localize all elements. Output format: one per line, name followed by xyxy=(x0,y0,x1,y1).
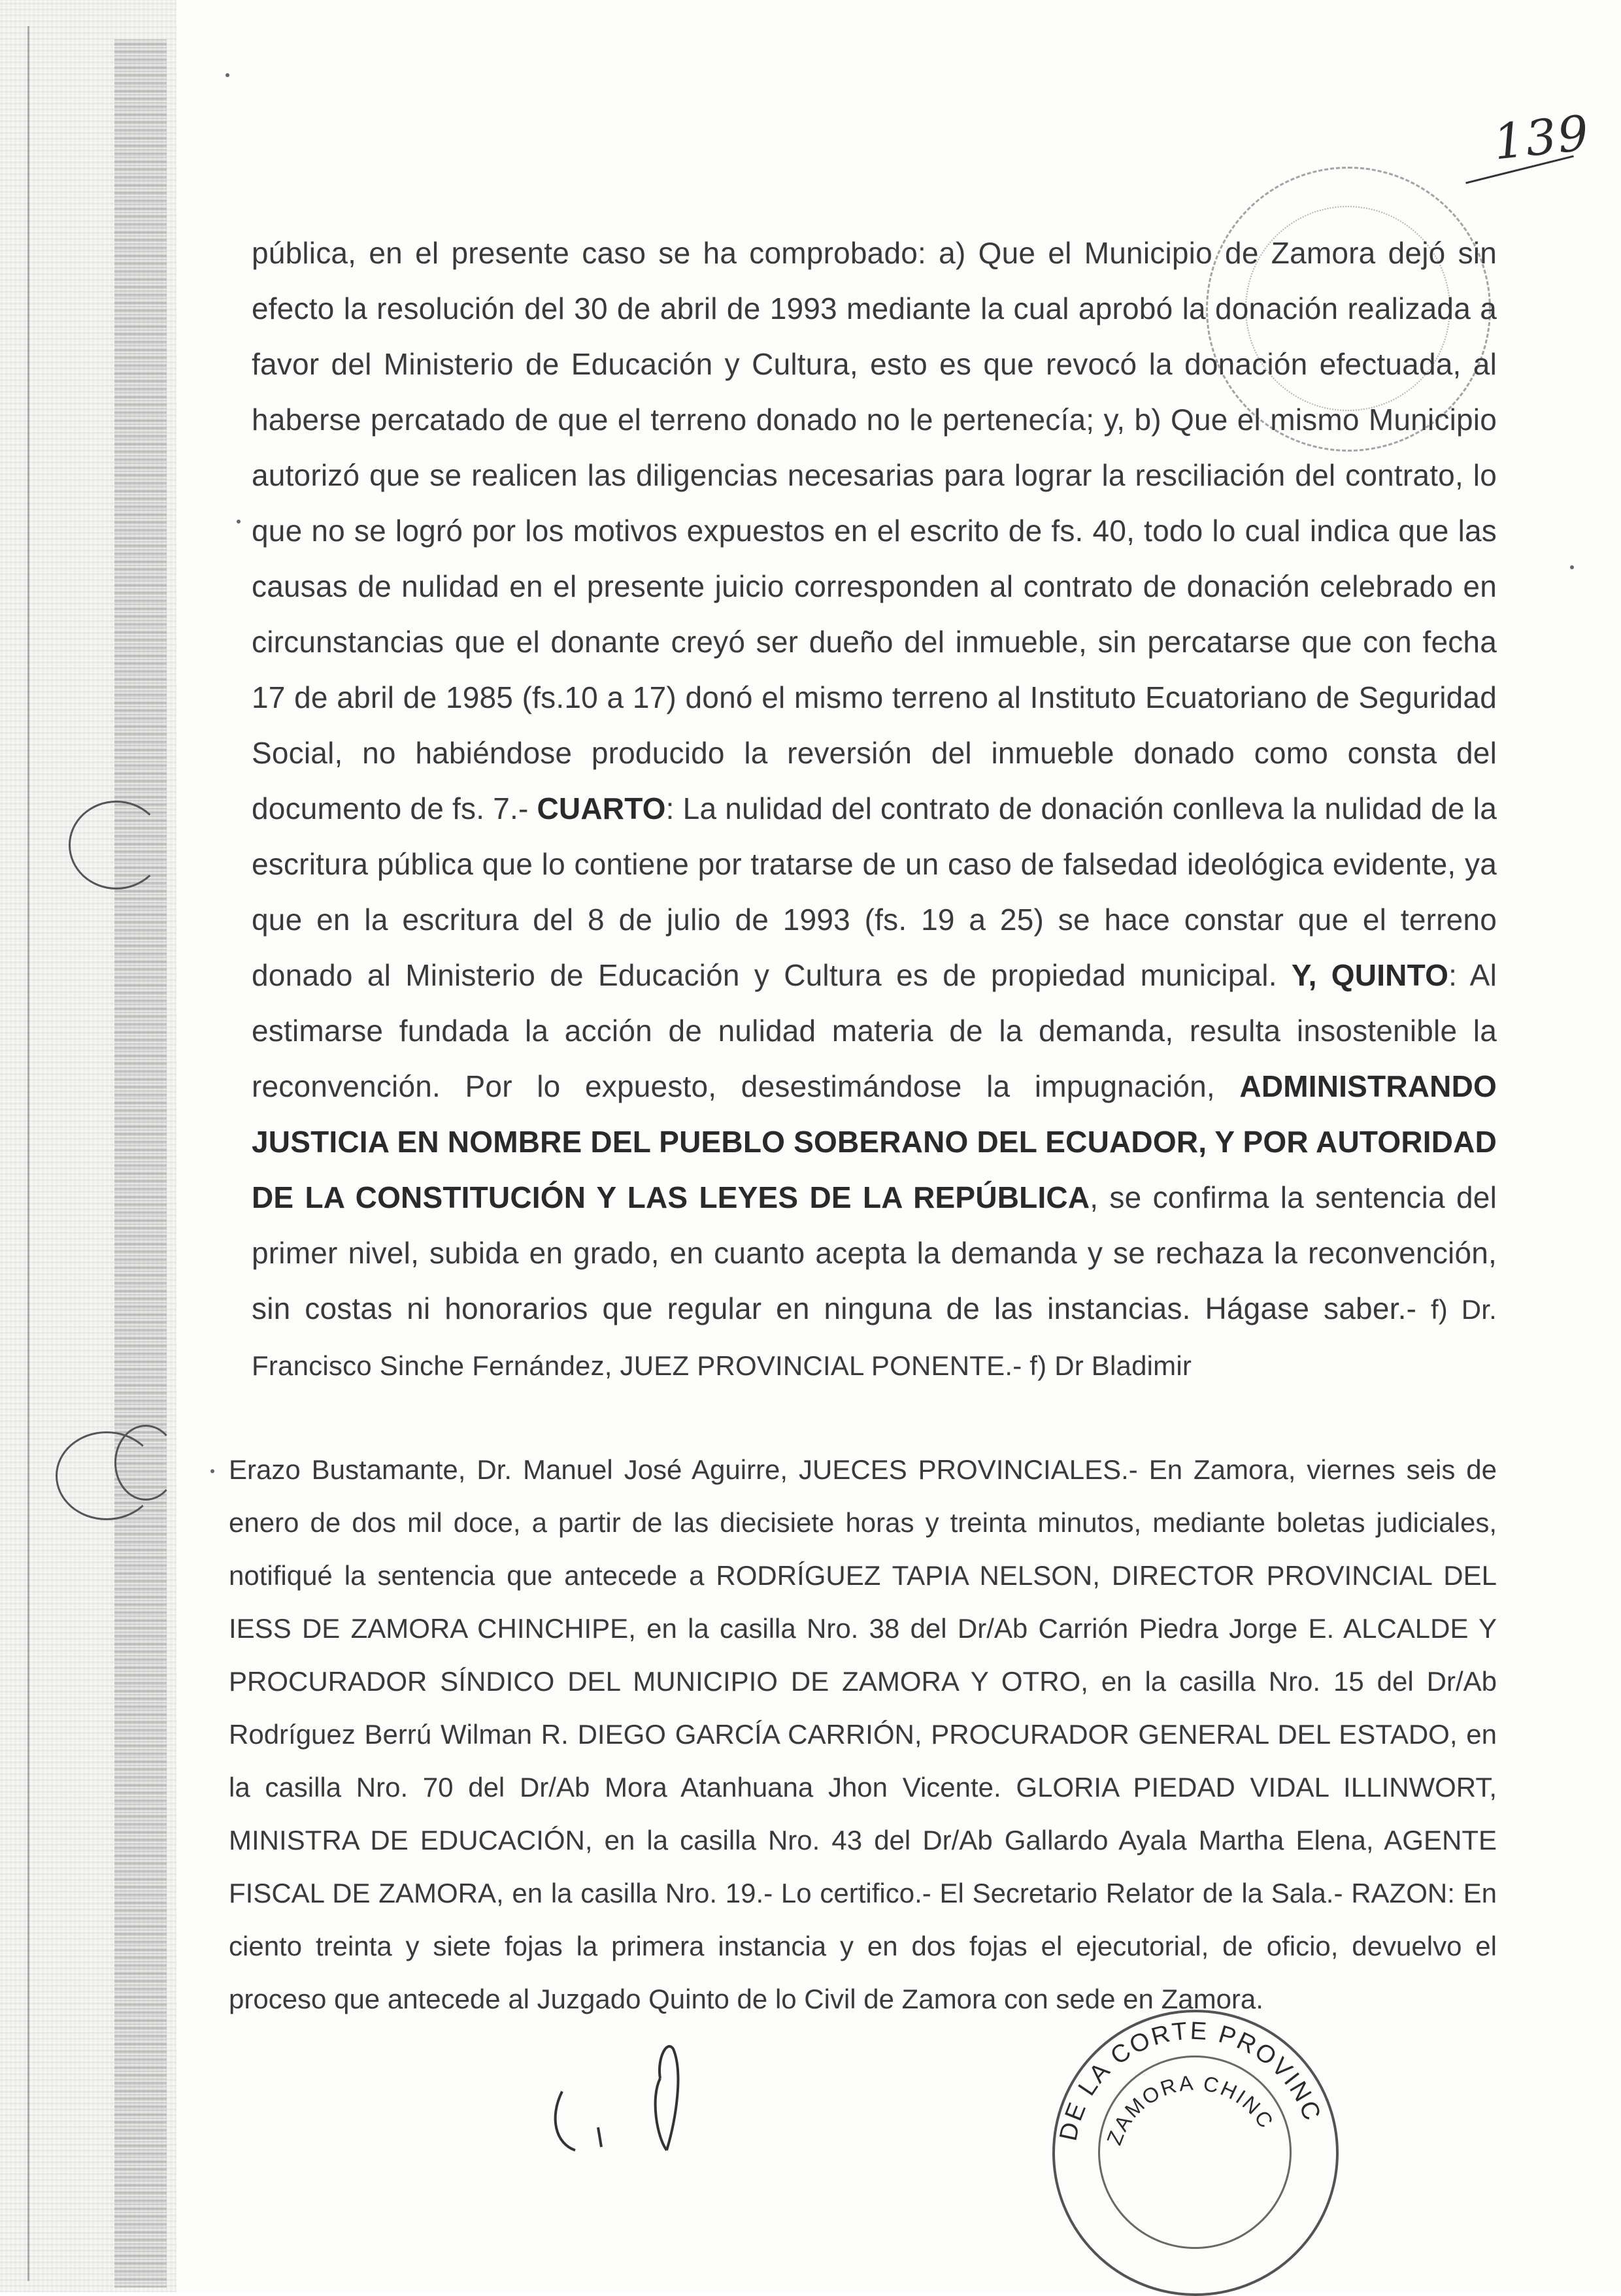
binder-hole-mark xyxy=(114,1425,177,1501)
svg-text:ZAMORA CHINC xyxy=(1102,2071,1278,2148)
scan-speck xyxy=(1570,565,1574,569)
scan-binding-strip xyxy=(114,39,167,2288)
bold-phrase: Y, QUINTO xyxy=(1291,958,1449,992)
scan-speck xyxy=(210,1469,214,1473)
text-run: , se confirma la sentencia del primer nivel, subida en grado, en cuanto acepta la demanda y se rechaza la reconvención, sin costas ni honorarios que regular en ninguna de las instancias. Hágase saber.- xyxy=(252,1180,1497,1325)
notification-text xyxy=(229,1443,1497,2025)
text-run: pública, en el presente caso se ha comprobado: a) Que el Municipio de Zamora dejó sin efecto la resolución del 30 de abril de 1993 mediante la cual aprobó la donación realizada a favor del Ministerio de Educación y Cultura, esto es que revocó la donación efectuada, al haberse percatado de que el terreno donado no le pertenecía; y, b) Que el mismo Municipio autorizó que se realicen las diligencias necesarias para lograr la resciliación del contrato, lo que no se logró por los motivos expuestos en el escrito de fs. 40, todo lo cual indica que las causas de nulidad en el presente juicio corresponden al contrato de donación celebrado en circunstancias que el donante creyó ser dueño del inmueble, sin percatarse que con fecha 17 de abril de 1985 (fs.10 a 17) donó el mismo terreno al Instituto Ecuatoriano de Seguridad Social, no habiéndose producido la reversión del inmueble donado como consta del documento de fs. 7.- xyxy=(252,236,1497,825)
text-run: : La nulidad del contrato de donación conlleva la nulidad de la escritura pública que lo contiene por tratarse de un caso de falsedad ideológica evidente, ya que en la escritura del 8 de julio de 1993 (fs. 19 a 25) se hace constar que el terreno donado al Ministerio de Educación y Cultura es de propiedad municipal. xyxy=(252,791,1497,992)
bold-phrase: CUARTO xyxy=(537,791,666,825)
seal-outer-text: DE LA CORTE PROVINC xyxy=(1054,2017,1327,2144)
scan-speck xyxy=(226,73,229,77)
notification-paragraph: Erazo Bustamante, Dr. Manuel José Aguirre, JUECES PROVINCIALES.- En Zamora, viernes seis de enero de dos mil doce, a partir de las diecisiete horas y treinta minutos, mediante boletas judiciales, notifiqué la sentencia que antecede a RODRÍGUEZ TAPIA NELSON, DIRECTOR PROVINCIAL DEL IESS DE ZAMORA CHINCHIPE, en la casilla Nro. 38 del Dr/Ab Carrión Piedra Jorge E. ALCALDE Y PROCURADOR SÍNDICO DEL MUNICIPIO DE ZAMORA Y OTRO, en la casilla Nro. 15 del Dr/Ab Rodríguez Berrú Wilman R. DIEGO GARCÍA CARRIÓN, PROCURADOR GENERAL DEL ESTADO, en la casilla Nro. 70 del Dr/Ab Mora Atanhuana Jhon Vicente. GLORIA PIEDAD VIDAL ILLINWORT, MINISTRA DE EDUCACIÓN, en la casilla Nro. 43 del Dr/Ab Gallardo Ayala Martha Elena, AGENTE FISCAL DE ZAMORA, en la casilla Nro. 19.- Lo certifico.- El Secretario Relator de la Sala.- RAZON: En ciento treinta y siete fojas la primera instancia y en dos fojas el ejecutorial, de oficio, devuelvo el proceso que antecede al Juzgado Quinto de lo Civil de Zamora con sede en Zamora. xyxy=(229,1454,1497,2014)
bold-phrase: ADMINISTRANDO JUSTICIA EN NOMBRE DEL PUEBLO SOBERANO DEL ECUADOR, Y POR AUTORIDAD DE LA CONSTITUCIÓN Y LAS LEYES DE LA REPÚBLICA xyxy=(252,1069,1497,1214)
scan-binding-line xyxy=(27,26,29,2281)
court-seal-text xyxy=(1046,2003,1340,2292)
binder-hole-mark xyxy=(69,801,164,890)
text-run: : Al estimarse fundada la acción de nulidad materia de la demanda, resulta insostenible la reconvención. Por lo expuesto, desestimándose la impugnación, xyxy=(252,958,1497,1103)
scan-speck xyxy=(237,520,241,524)
signature-line: f) Dr. Francisco Sinche Fernández, JUEZ PROVINCIAL PONENTE.- f) Dr Bladimir xyxy=(252,1294,1497,1381)
sentence-body xyxy=(252,225,1497,1393)
folio-number: 139 xyxy=(1490,105,1593,171)
sentence-paragraph xyxy=(252,225,1497,1393)
seal-inner-text: ZAMORA CHINC xyxy=(1102,2071,1279,2148)
signature-mark xyxy=(536,1987,732,2157)
